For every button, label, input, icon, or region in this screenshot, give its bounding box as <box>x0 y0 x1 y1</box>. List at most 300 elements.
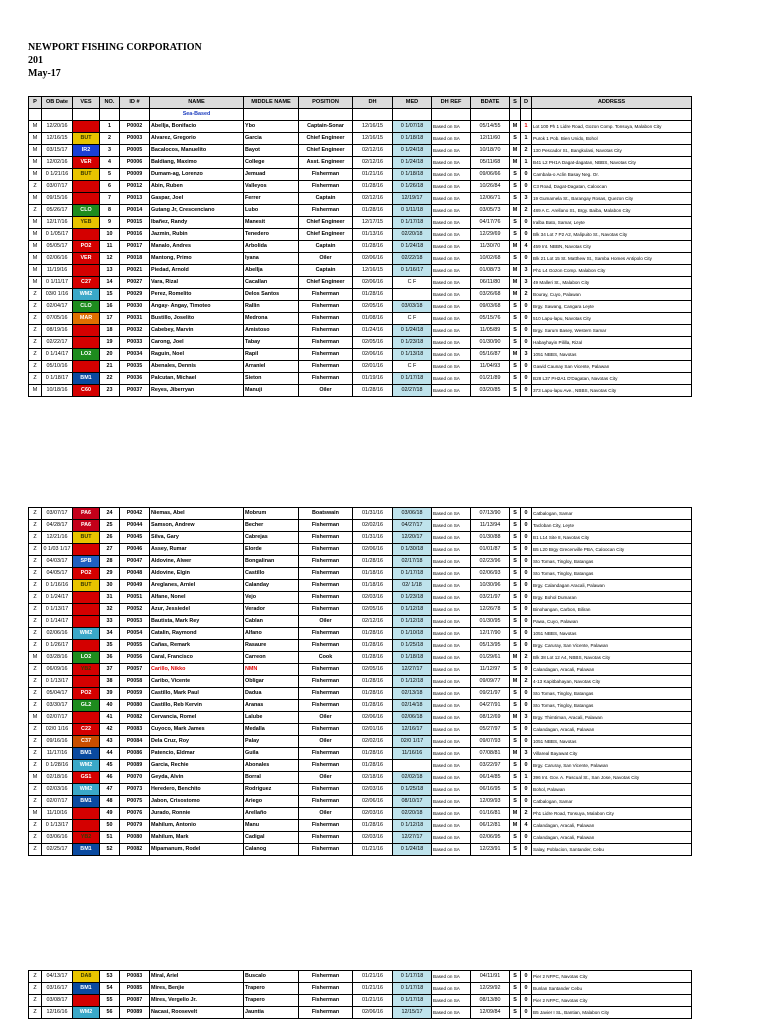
cell-bdate: 03/21/97 <box>471 592 510 604</box>
cell-dependents: 0 <box>521 373 532 385</box>
cell-name: Niemas, Abel <box>150 508 244 520</box>
cell-p: Z <box>29 628 42 640</box>
cell-ob-date: 08/19/16 <box>42 325 73 337</box>
cell-dh: 01/18/16 <box>353 568 393 580</box>
cell-med: 02/17/18 <box>393 556 432 568</box>
cell-status: S <box>510 844 521 856</box>
cell-status: S <box>510 971 521 983</box>
cell-dependents: 0 <box>521 580 532 592</box>
cell-dh-ref: Based on SA <box>432 373 471 385</box>
cell-dh: 02/01/16 <box>353 361 393 373</box>
cell-name: Baldiang, Maximo <box>150 157 244 169</box>
cell-status: S <box>510 508 521 520</box>
cell-status: M <box>510 265 521 277</box>
cell-p: M <box>29 277 42 289</box>
cell-status: M <box>510 241 521 253</box>
cell-vessel: WM2 <box>73 628 100 640</box>
cell-number: 30 <box>100 580 120 592</box>
cell-med: 12/19/17 <box>393 193 432 205</box>
cell-p: Z <box>29 580 42 592</box>
table-row <box>29 748 692 760</box>
cell-bdate: 04/27/91 <box>471 700 510 712</box>
cell-ob-date: 03/30/17 <box>42 700 73 712</box>
cell-dh: 02/05/16 <box>353 337 393 349</box>
cell-address: Gawid Caunay San Vicente, Palawan <box>532 361 692 373</box>
cell-bdate: 10/18/70 <box>471 145 510 157</box>
column-header-middle-name: MIDDLE NAME <box>244 97 299 109</box>
cell-id: P0037 <box>120 385 150 397</box>
company-name: NEWPORT FISHING CORPORATION <box>28 42 202 53</box>
cell-status: M <box>510 157 521 169</box>
cell-dh-ref: Based on SA <box>432 616 471 628</box>
cell-bdate: 11/04/93 <box>471 361 510 373</box>
cell-p: Z <box>29 181 42 193</box>
table-row <box>29 832 692 844</box>
cell-middle-name: Garcia <box>244 133 299 145</box>
cell-status: S <box>510 193 521 205</box>
cell-position: Chief Engineer <box>299 217 353 229</box>
cell-med: 0 1/18/18 <box>393 133 432 145</box>
cell-vessel: DA8 <box>73 971 100 983</box>
cell-ob-date: 11/17/16 <box>42 748 73 760</box>
cell-dh: 01/08/16 <box>353 313 393 325</box>
cell-status: M <box>510 748 521 760</box>
cell-ob-date: 0 1/13/17 <box>42 820 73 832</box>
cell-ob-date: 0 1/18/17 <box>42 373 73 385</box>
cell-dh-ref: Based on SA <box>432 640 471 652</box>
cell-number: 12 <box>100 253 120 265</box>
cell-position: Fisherman <box>299 796 353 808</box>
cell-dh-ref: Based on SA <box>432 568 471 580</box>
cell-position: Fisherman <box>299 520 353 532</box>
cell-p: Z <box>29 995 42 1007</box>
cell-dependents: 1 <box>521 157 532 169</box>
cell-dh-ref: Based on SA <box>432 205 471 217</box>
cell-dependents: 0 <box>521 724 532 736</box>
cell-address: C3 Road, Dagat-Dagatan, Caloocan <box>532 181 692 193</box>
cell-number: 37 <box>100 664 120 676</box>
cell-middle-name: College <box>244 157 299 169</box>
table-row <box>29 844 692 856</box>
cell-number: 49 <box>100 808 120 820</box>
cell-status: S <box>510 724 521 736</box>
table-row <box>29 724 692 736</box>
cell-dh: 02/12/16 <box>353 145 393 157</box>
cell-status: S <box>510 325 521 337</box>
cell-ob-date: 05/26/17 <box>42 205 73 217</box>
cell-bdate: 01/30/90 <box>471 337 510 349</box>
cell-bdate: 12/29/69 <box>471 229 510 241</box>
cell-med: 02/02/18 <box>393 772 432 784</box>
cell-status: S <box>510 604 521 616</box>
cell-position: Fisherman <box>299 592 353 604</box>
cell-dependents: 0 <box>521 616 532 628</box>
cell-middle-name: Abonales <box>244 760 299 772</box>
table-row <box>29 971 692 983</box>
cell-ob-date: 03/06/16 <box>42 832 73 844</box>
cell-name: Cañas, Remark <box>150 640 244 652</box>
cell-status: S <box>510 181 521 193</box>
cell-ob-date: 02/07/17 <box>42 712 73 724</box>
cell-p: M <box>29 253 42 265</box>
cell-p: Z <box>29 289 42 301</box>
table-row <box>29 121 692 133</box>
cell-id: P0047 <box>120 556 150 568</box>
cell-med: 12/15/17 <box>393 1007 432 1019</box>
cell-middle-name: Obligar <box>244 676 299 688</box>
cell-position: Oiler <box>299 736 353 748</box>
table-row <box>29 508 692 520</box>
cell-ob-date: 05/04/17 <box>42 688 73 700</box>
cell-dh: 02/06/16 <box>353 1007 393 1019</box>
cell-number: 42 <box>100 724 120 736</box>
cell-dependents: 0 <box>521 253 532 265</box>
cell-address: Brgy. Caruray, San Vicente, Palawan <box>532 760 692 772</box>
cell-vessel <box>73 616 100 628</box>
cell-dh: 01/28/16 <box>353 628 393 640</box>
cell-number: 14 <box>100 277 120 289</box>
cell-number: 46 <box>100 772 120 784</box>
cell-vessel <box>73 676 100 688</box>
table-row <box>29 337 692 349</box>
cell-status: S <box>510 832 521 844</box>
cell-middle-name: Delos Santos <box>244 289 299 301</box>
cell-med: 02/14/18 <box>393 700 432 712</box>
cell-dependents: 3 <box>521 748 532 760</box>
cell-position: Fisherman <box>299 568 353 580</box>
cell-name: Perez, Romelito <box>150 289 244 301</box>
cell-id: P0083 <box>120 971 150 983</box>
report-code: 201 <box>28 55 43 66</box>
cell-name: Catalin, Raymond <box>150 628 244 640</box>
cell-address: Purok 1 Pob. Bien Unido, Bohol <box>532 133 692 145</box>
cell-name: Carillo, Nikko <box>150 664 244 676</box>
cell-name: Dela Cruz, Roy <box>150 736 244 748</box>
column-header-p: P <box>29 97 42 109</box>
cell-p: Z <box>29 616 42 628</box>
cell-middle-name: Lubo <box>244 205 299 217</box>
cell-dh-ref: Based on SA <box>432 169 471 181</box>
cell-name: Jurado, Ronnie <box>150 808 244 820</box>
cell-p: M <box>29 712 42 724</box>
table-row <box>29 157 692 169</box>
cell-dh: 01/31/16 <box>353 532 393 544</box>
cell-ob-date: 12/21/16 <box>42 532 73 544</box>
cell-status: S <box>510 772 521 784</box>
cell-address: Pier 2 NFPC, Navotas City <box>532 995 692 1007</box>
cell-p: Z <box>29 844 42 856</box>
cell-name: Vara, Rizal <box>150 277 244 289</box>
cell-p: M <box>29 217 42 229</box>
cell-med <box>393 760 432 772</box>
cell-p: Z <box>29 784 42 796</box>
table-row <box>29 373 692 385</box>
cell-number: 5 <box>100 169 120 181</box>
cell-status: S <box>510 169 521 181</box>
table-row <box>29 217 692 229</box>
cell-id: P0080 <box>120 832 150 844</box>
cell-dh: 01/28/16 <box>353 652 393 664</box>
cell-dh-ref: Based on SA <box>432 628 471 640</box>
cell-vessel: SPB <box>73 556 100 568</box>
cell-middle-name: Ariego <box>244 796 299 808</box>
cell-name: Garcia, Rechie <box>150 760 244 772</box>
cell-address: Sto Tomas, Tingloy, Batangas <box>532 700 692 712</box>
cell-ob-date: 0 1/26/17 <box>42 640 73 652</box>
cell-address: 1051 NBBS, Navotas <box>532 349 692 361</box>
cell-dh: 01/24/16 <box>353 325 393 337</box>
cell-id: P0075 <box>120 796 150 808</box>
cell-dh-ref: Based on SA <box>432 736 471 748</box>
cell-p: M <box>29 385 42 397</box>
cell-bdate: 12/09/84 <box>471 1007 510 1019</box>
cell-bdate: 05/11/68 <box>471 157 510 169</box>
cell-dh: 02/06/16 <box>353 712 393 724</box>
cell-number: 41 <box>100 712 120 724</box>
table-row <box>29 193 692 205</box>
section-spacer <box>42 109 73 121</box>
cell-dh-ref: Based on SA <box>432 337 471 349</box>
cell-bdate: 09/21/97 <box>471 688 510 700</box>
cell-dh-ref: Based on SA <box>432 772 471 784</box>
cell-ob-date: 02/0 1/16 <box>42 724 73 736</box>
cell-number: 45 <box>100 760 120 772</box>
cell-position: Oiler <box>299 712 353 724</box>
cell-position: Fisherman <box>299 169 353 181</box>
cell-address: Brgy. Sarum Basey, Western Samar <box>532 325 692 337</box>
cell-status: M <box>510 349 521 361</box>
cell-vessel: PA6 <box>73 508 100 520</box>
cell-vessel: YB2 <box>73 832 100 844</box>
cell-dependents: 0 <box>521 628 532 640</box>
cell-middle-name: Tenedero <box>244 229 299 241</box>
cell-address: Brgy. Calandagan Aracali, Palawan <box>532 580 692 592</box>
cell-position: Fisherman <box>299 181 353 193</box>
cell-ob-date: 04/03/17 <box>42 556 73 568</box>
cell-name: Mires, Benjie <box>150 983 244 995</box>
cell-vessel: PO2 <box>73 241 100 253</box>
table-row <box>29 640 692 652</box>
section-spacer <box>299 109 353 121</box>
cell-dh-ref: Based on SA <box>432 145 471 157</box>
column-header-name: NAME <box>150 97 244 109</box>
cell-name: Miral, Ariel <box>150 971 244 983</box>
cell-address: 459 Int. NBBN, Navotas City <box>532 241 692 253</box>
cell-ob-date: 03/08/17 <box>42 995 73 1007</box>
cell-p: Z <box>29 748 42 760</box>
cell-med: 0 1/18/18 <box>393 169 432 181</box>
cell-vessel <box>73 592 100 604</box>
cell-dh-ref: Based on SA <box>432 592 471 604</box>
cell-position: Cook <box>299 652 353 664</box>
cell-number: 3 <box>100 145 120 157</box>
cell-bdate: 10/02/68 <box>471 253 510 265</box>
cell-id: P0073 <box>120 784 150 796</box>
cell-dh-ref: Based on SA <box>432 971 471 983</box>
cell-name: Bustillo, Joselito <box>150 313 244 325</box>
cell-p: Z <box>29 520 42 532</box>
cell-p: Z <box>29 832 42 844</box>
cell-number: 10 <box>100 229 120 241</box>
cell-position: Fisherman <box>299 532 353 544</box>
cell-dependents: 2 <box>521 676 532 688</box>
cell-position: Chief Engineer <box>299 229 353 241</box>
cell-ob-date: 06/09/16 <box>42 664 73 676</box>
cell-name: Abenales, Dennis <box>150 361 244 373</box>
table-row <box>29 736 692 748</box>
cell-position: Captain <box>299 265 353 277</box>
cell-position: Fisherman <box>299 676 353 688</box>
column-header-dh-ref: DH REF <box>432 97 471 109</box>
column-header-vessel: VES <box>73 97 100 109</box>
cell-position: Fisherman <box>299 205 353 217</box>
cell-p: Z <box>29 592 42 604</box>
table-row <box>29 544 692 556</box>
section-spacer <box>432 109 471 121</box>
cell-status: M <box>510 808 521 820</box>
cell-vessel: BM1 <box>73 796 100 808</box>
cell-id: P0054 <box>120 628 150 640</box>
cell-middle-name: Trapero <box>244 995 299 1007</box>
cell-name: Jazmin, Rubin <box>150 229 244 241</box>
cell-dh-ref: Based on SA <box>432 664 471 676</box>
cell-dependents: 0 <box>521 760 532 772</box>
cell-address: Villareal Bayawat City <box>532 748 692 760</box>
table-row <box>29 229 692 241</box>
cell-name: Alfane, Nonel <box>150 592 244 604</box>
cell-status: S <box>510 995 521 1007</box>
cell-dh-ref: Based on SA <box>432 676 471 688</box>
cell-number: 29 <box>100 568 120 580</box>
cell-dh-ref: Based on SA <box>432 808 471 820</box>
cell-med: 0 1/30/18 <box>393 544 432 556</box>
cell-dependents: 0 <box>521 995 532 1007</box>
cell-p: M <box>29 193 42 205</box>
cell-number: 19 <box>100 337 120 349</box>
cell-vessel: BUT <box>73 580 100 592</box>
cell-dependents: 0 <box>521 844 532 856</box>
cell-p: M <box>29 808 42 820</box>
cell-med: 0 1/23/18 <box>393 337 432 349</box>
cell-med: 12/27/17 <box>393 832 432 844</box>
cell-number: 13 <box>100 265 120 277</box>
table-row <box>29 796 692 808</box>
cell-middle-name: Abellja <box>244 265 299 277</box>
cell-bdate: 09/06/66 <box>471 169 510 181</box>
cell-p: Z <box>29 688 42 700</box>
cell-position: Fisherman <box>299 820 353 832</box>
cell-dependents: 2 <box>521 289 532 301</box>
cell-name: Patencio, Eldmar <box>150 748 244 760</box>
cell-med: 0 1/26/18 <box>393 181 432 193</box>
cell-dh-ref: Based on SA <box>432 652 471 664</box>
cell-middle-name: Lalube <box>244 712 299 724</box>
table-row <box>29 628 692 640</box>
roster-table-2 <box>28 507 692 856</box>
cell-bdate: 06/14/85 <box>471 772 510 784</box>
cell-dependents: 0 <box>521 229 532 241</box>
cell-bdate: 09/03/68 <box>471 301 510 313</box>
cell-med: 12/27/17 <box>393 664 432 676</box>
column-header-med: MED <box>393 97 432 109</box>
cell-address: Pawa, Cuyo, Palawan <box>532 616 692 628</box>
cell-name: Areglanes, Arniel <box>150 580 244 592</box>
cell-p: Z <box>29 971 42 983</box>
cell-name: Gaspar, Joel <box>150 193 244 205</box>
cell-p: Z <box>29 373 42 385</box>
cell-vessel: VER <box>73 253 100 265</box>
cell-middle-name: Ybo <box>244 121 299 133</box>
table-row <box>29 808 692 820</box>
cell-middle-name: Bongalinan <box>244 556 299 568</box>
cell-address: 396 Int. Gov. A. Pascual St., San Jose, Navotas City <box>532 772 692 784</box>
cell-dependents: 0 <box>521 700 532 712</box>
cell-bdate: 07/13/90 <box>471 508 510 520</box>
cell-position: Fisherman <box>299 748 353 760</box>
cell-vessel: C27 <box>73 277 100 289</box>
table-row <box>29 604 692 616</box>
table-row <box>29 265 692 277</box>
cell-name: Angay- Angay, Timoteo <box>150 301 244 313</box>
cell-middle-name: Alfano <box>244 628 299 640</box>
cell-address: 489 A C. Arellano St., Brgy. Baiba, Malabon City <box>532 205 692 217</box>
cell-dh: 01/19/16 <box>353 373 393 385</box>
cell-vessel <box>73 181 100 193</box>
cell-position: Fisherman <box>299 556 353 568</box>
cell-name: Samson, Andrew <box>150 520 244 532</box>
cell-number: 50 <box>100 820 120 832</box>
cell-bdate: 12/23/91 <box>471 844 510 856</box>
cell-dh-ref: Based on SA <box>432 760 471 772</box>
cell-p: Z <box>29 700 42 712</box>
cell-status: S <box>510 700 521 712</box>
cell-status: S <box>510 253 521 265</box>
cell-ob-date: 0 1/13/17 <box>42 676 73 688</box>
cell-p: Z <box>29 796 42 808</box>
cell-middle-name: Castillo <box>244 568 299 580</box>
cell-status: S <box>510 664 521 676</box>
cell-bdate: 06/12/81 <box>471 820 510 832</box>
cell-name: Mahilum, Antonio <box>150 820 244 832</box>
cell-number: 43 <box>100 736 120 748</box>
cell-position: Fisherman <box>299 337 353 349</box>
cell-id: P0057 <box>120 664 150 676</box>
cell-med: 0 1/11/18 <box>393 205 432 217</box>
cell-bdate: 01/01/87 <box>471 544 510 556</box>
cell-id: P0021 <box>120 265 150 277</box>
cell-address: Bunlan Santander Cebu <box>532 983 692 995</box>
cell-ob-date: 02/25/17 <box>42 844 73 856</box>
cell-dh: 02/01/16 <box>353 724 393 736</box>
cell-address: 4-13 Kapitbahayan, Navotas City <box>532 676 692 688</box>
cell-dependents: 2 <box>521 205 532 217</box>
cell-ob-date: 11/19/16 <box>42 265 73 277</box>
cell-dh: 01/28/16 <box>353 688 393 700</box>
cell-dh-ref: Based on SA <box>432 700 471 712</box>
cell-number: 1 <box>100 121 120 133</box>
cell-number: 52 <box>100 844 120 856</box>
cell-position: Fisherman <box>299 349 353 361</box>
cell-dh-ref: Based on SA <box>432 832 471 844</box>
cell-address: 1051 NBBS, Navotas <box>532 736 692 748</box>
cell-bdate: 05/13/95 <box>471 640 510 652</box>
cell-address: Blk 34 Lot 7 P2 A2, Malipuito St., Navotas City <box>532 229 692 241</box>
cell-id: P0002 <box>120 121 150 133</box>
cell-ob-date: 05/05/17 <box>42 241 73 253</box>
cell-ob-date: 04/28/17 <box>42 520 73 532</box>
cell-id: P0055 <box>120 640 150 652</box>
cell-status: S <box>510 217 521 229</box>
